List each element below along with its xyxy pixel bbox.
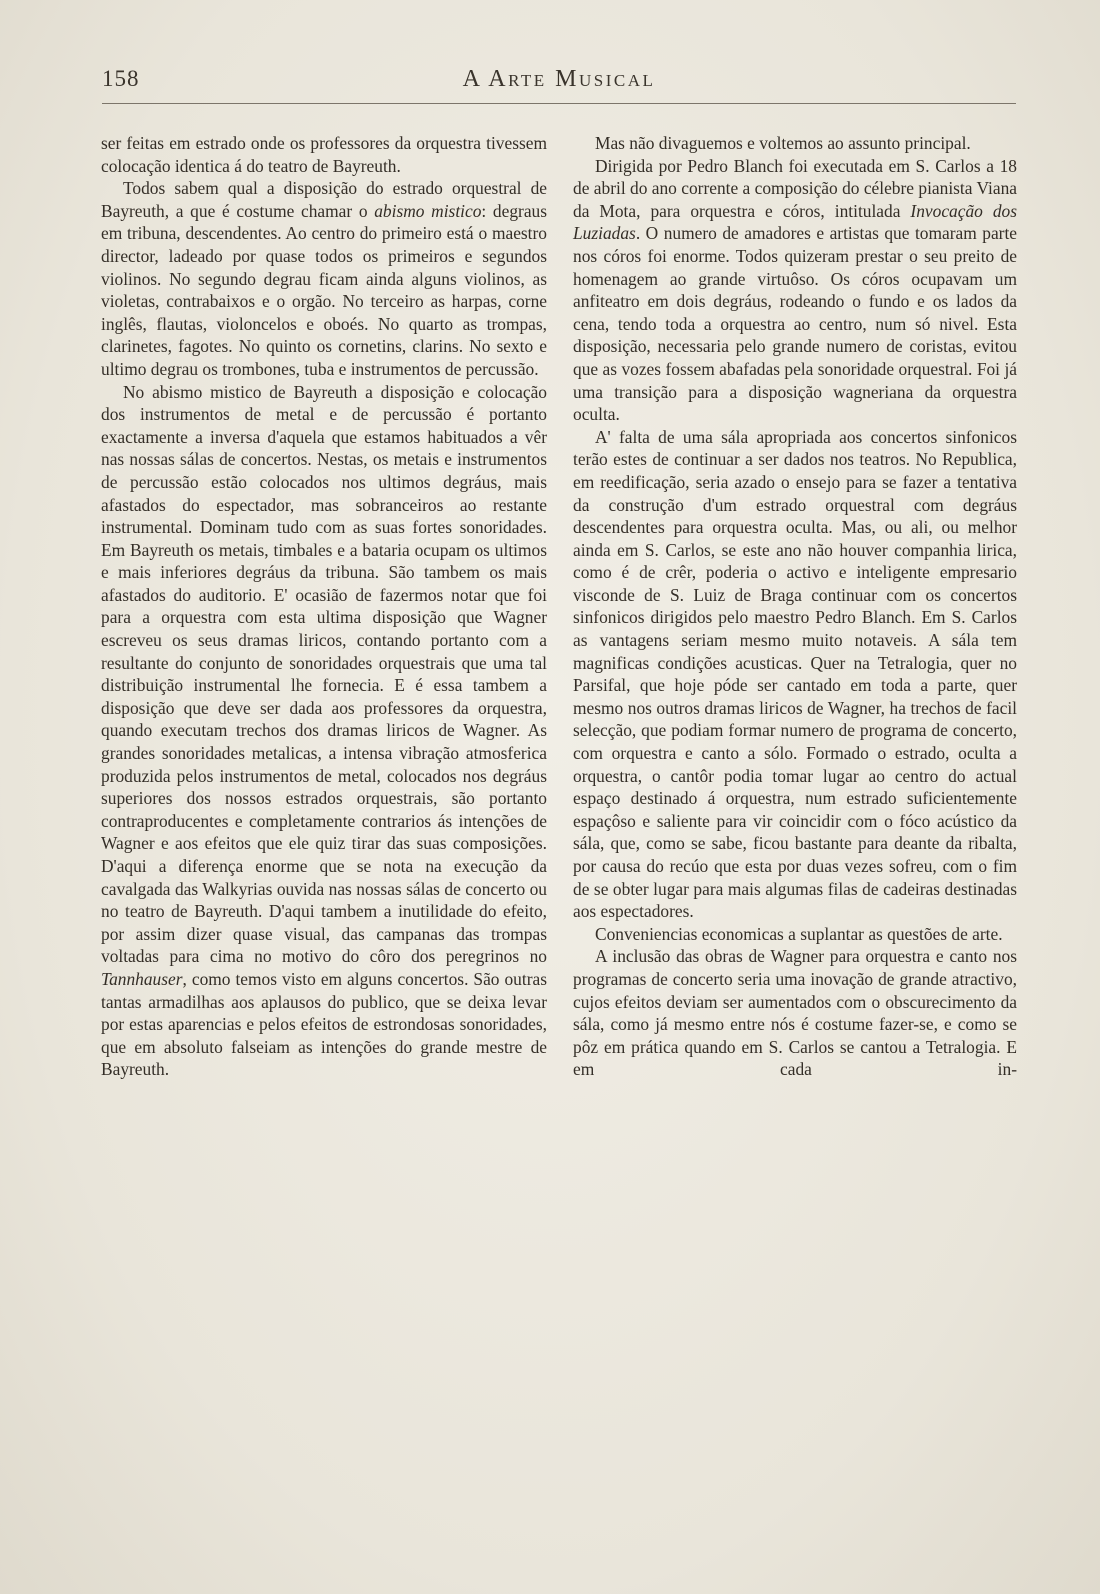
paragraph [101, 132, 547, 177]
paragraph [573, 132, 1017, 155]
paragraph [101, 381, 547, 1081]
paragraph [573, 923, 1017, 946]
paragraph [573, 945, 1017, 1081]
paragraph-text: ser feitas em estrado onde os professores da orquestra tivessem colocação identica á do teatro de Bayreuth. [101, 133, 547, 176]
left-text-column [101, 132, 547, 1081]
paragraph-text: A inclusão das obras de Wagner para orquestra e canto nos programas de concerto seria uma inovação de grande atractivo, cujos efeitos deviam ser aumentados com o obscurecimento da sála, como já mesmo entre nós é costume fazer-se, e como se pôz em prática quando em S. Carlos se cantou a Tetralogia. E em cada in- [573, 946, 1017, 1080]
paragraph-text: Conveniencias economicas a suplantar as questões de arte. [595, 923, 1003, 944]
italic-title: Invocação dos Luziadas [573, 200, 1017, 244]
paragraph [573, 426, 1017, 923]
running-title: A Arte Musical [462, 66, 656, 92]
header-rule [102, 103, 1016, 104]
paragraph-text: Todos sabem qual a disposição do estrado orquestral de Bayreuth, a que é costume chamar o [101, 178, 547, 221]
paragraph [573, 155, 1017, 426]
paragraph-text: : degraus em tribuna, descendentes. Ao centro do primeiro está o maestro director, ladeado por quase todos os primeiros e segundos violinos. No segundo degrau ficam ainda alguns violinos, as violetas, contrabaixos e o orgão. No terceiro as harpas, corne inglês, flautas, violoncelos e oboés. No quarto as trompas, clarinetes, fagotes. No quinto os cornetins, clarins. No sexto e ultimo degrau os trombones, tuba e instrumentos de percussão. [101, 200, 548, 379]
paragraph-text: No abismo mistico de Bayreuth a disposição e colocação dos instrumentos de metal e de percussão é portanto exactamente a inversa d'aquela que estamos habituados a vêr nas nossas sálas de concertos. Nestas, os metais e instrumentos de percussão estão colocados nos ultimos degráus, mais afastados do espectador, mas sobranceiros ao restante instrumental. Dominam tudo com as suas fortes sonoridades. Em Bayreuth os metais, timbales e a bataria ocupam os ultimos e mais inferiores degráus da tribuna. São tambem os mais afastados do auditorio. E' ocasião de fazermos notar que foi para a orquestra com esta ultima disposição que Wagner escreveu os seus dramas liricos, contando portanto com a resultante do conjunto de sonoridades orquestrais que uma tal distribuição instrumental lhe fornecia. E é essa tambem a disposição que deve ser dada aos professores da orquestra, quando executam trechos dos dramas liricos de Wagner. As grandes sonoridades metalicas, a intensa vibração atmosferica produzida pelos instrumentos de metal, colocados nos degráus superiores dos nossos estrados orquestrais, são portanto contraproducentes e completamente contrarios ás intenções de Wagner e aos efeitos que ele quiz tirar das suas composições. D'aqui a diferença enorme que se nota na execução da cavalgada das Walkyrias ouvida nas nossas sálas de concerto ou no teatro de Bayreuth. D'aqui tambem a inutilidade do efeito, por assim dizer quase visual, das campanas das trompas voltadas para cima no motivo do côro dos peregrinos no [101, 381, 547, 967]
paragraph-text: , como temos visto em alguns concertos. São outras tantas armadilhas aos aplausos do publico, que se deixa levar por estas aparencias e pelos efeitos de estrondosas sonoridades, que em absoluto falseiam as intenções do grande mestre de Bayreuth. [101, 968, 547, 1080]
italic-title: abismo mistico [374, 200, 482, 221]
running-header [102, 66, 1016, 100]
paragraph-text: Dirigida por Pedro Blanch foi executada em S. Carlos a 18 de abril do ano corrente a composição do célebre pianista Viana da Mota, para orquestra e córos, intitulada [573, 155, 1017, 221]
paragraph-text: Mas não divaguemos e voltemos ao assunto principal. [595, 133, 971, 153]
paragraph-text: A' falta de uma sála apropriada aos concertos sinfonicos terão estes de continuar a ser dados nos teatros. No Republica, em reedificação, seria azado o ensejo para se fazer a tentativa da construção d'um estrado orquestral com degráus descendentes para orquestra oculta. Mas, ou ali, ou melhor ainda em S. Carlos, se este ano não houver companhia lirica, como é de crêr, poderia o activo e inteligente empresario visconde de S. Luiz de Braga continuar com os concertos sinfonicos dirigidos pelo maestro Pedro Blanch. Em S. Carlos as vantagens seriam mesmo muito notaveis. A sála tem magnificas condições acusticas. Quer na Tetralogia, quer no Parsifal, que hoje póde ser cantado em toda a parte, quer mesmo nos outros dramas liricos de Wagner, ha trechos de facil selecção, que podiam formar numero de programa de concerto, com orquestra e canto a sólo. Formado o estrado, oculta a orquestra, o cantôr podia tomar lugar ao centro do actual espaço destinado á orquestra, num estrado suficientemente espaçôso e saliente para vir coincidir com o fóco acústico da sála, que, como se sabe, ficou bastante para deante da ribalta, por causa do recúo que esta por duas vezes sofreu, com o fim de se obter lugar para mais algumas filas de cadeiras destinadas aos espectadores. [573, 426, 1017, 922]
paragraph-text: . O numero de amadores e artistas que tomaram parte nos córos foi enorme. Todos quizeram prestar o seu preito de homenagem ao grande virtuôso. Os córos ocupavam um anfiteatro em dois degráus, rodeando o fundo e os lados da cena, tendo toda a orquestra ao centro, num só nivel. Esta disposição, necessaria pelo grande numero de coristas, evitou que as vozes fossem abafadas pela sonoridade orquestral. Foi já uma transição para a disposição wagneriana da orquestra oculta. [573, 223, 1017, 425]
italic-title: Tannhauser [101, 968, 183, 989]
right-text-column [573, 132, 1017, 1081]
paragraph [101, 177, 547, 380]
page-number: 158 [102, 66, 140, 91]
